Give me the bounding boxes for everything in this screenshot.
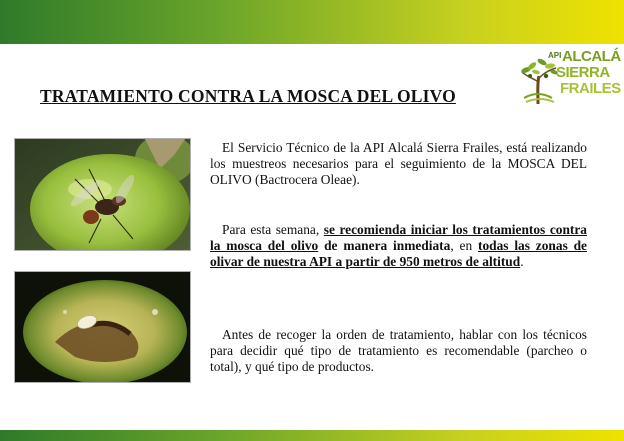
logo-api-text: API bbox=[548, 51, 562, 60]
logo-line-frailes: FRAILES bbox=[560, 80, 621, 97]
logo-line-sierra: SIERRA bbox=[556, 64, 610, 81]
top-color-band bbox=[0, 0, 624, 44]
recommendation-highlight: se recomienda iniciar los tratamientos contra la mosca del olivo bbox=[210, 222, 587, 253]
olive-larva-photo bbox=[14, 271, 191, 383]
paragraph-intro bbox=[210, 140, 587, 188]
logo-line-alcala: ALCALÁ bbox=[562, 48, 621, 65]
paragraph-advice-text: Antes de recoger la orden de tratamiento, hablar con los técnicos para decidir qué tipo de tratamiento es recomendable (parcheo o total), y qué tipo de productos. bbox=[210, 327, 587, 374]
page-title: TRATAMIENTO CONTRA LA MOSCA DEL OLIVO bbox=[40, 86, 456, 106]
api-logo bbox=[520, 46, 620, 106]
paragraph-recommendation: Para esta semana, se recomienda iniciar los tratamientos contra la mosca del olivo de manera inmediata, en todas las zonas de olivar de nuestra API a partir de 950 metros de altitud. bbox=[210, 222, 588, 269]
zone-highlight: todas las zonas de olivar de nuestra API a partir de 950 metros de altitud bbox=[210, 238, 588, 269]
paragraph-advice bbox=[210, 327, 587, 375]
paragraph-intro-text: El Servicio Técnico de la API Alcalá Sierra Frailes, está realizando los muestreos necesarios para el seguimiento de la MOSCA DEL OLIVO (Bactrocera Oleae). bbox=[210, 140, 587, 187]
bottom-color-band bbox=[0, 430, 624, 441]
olive-fly-photo bbox=[14, 138, 191, 251]
